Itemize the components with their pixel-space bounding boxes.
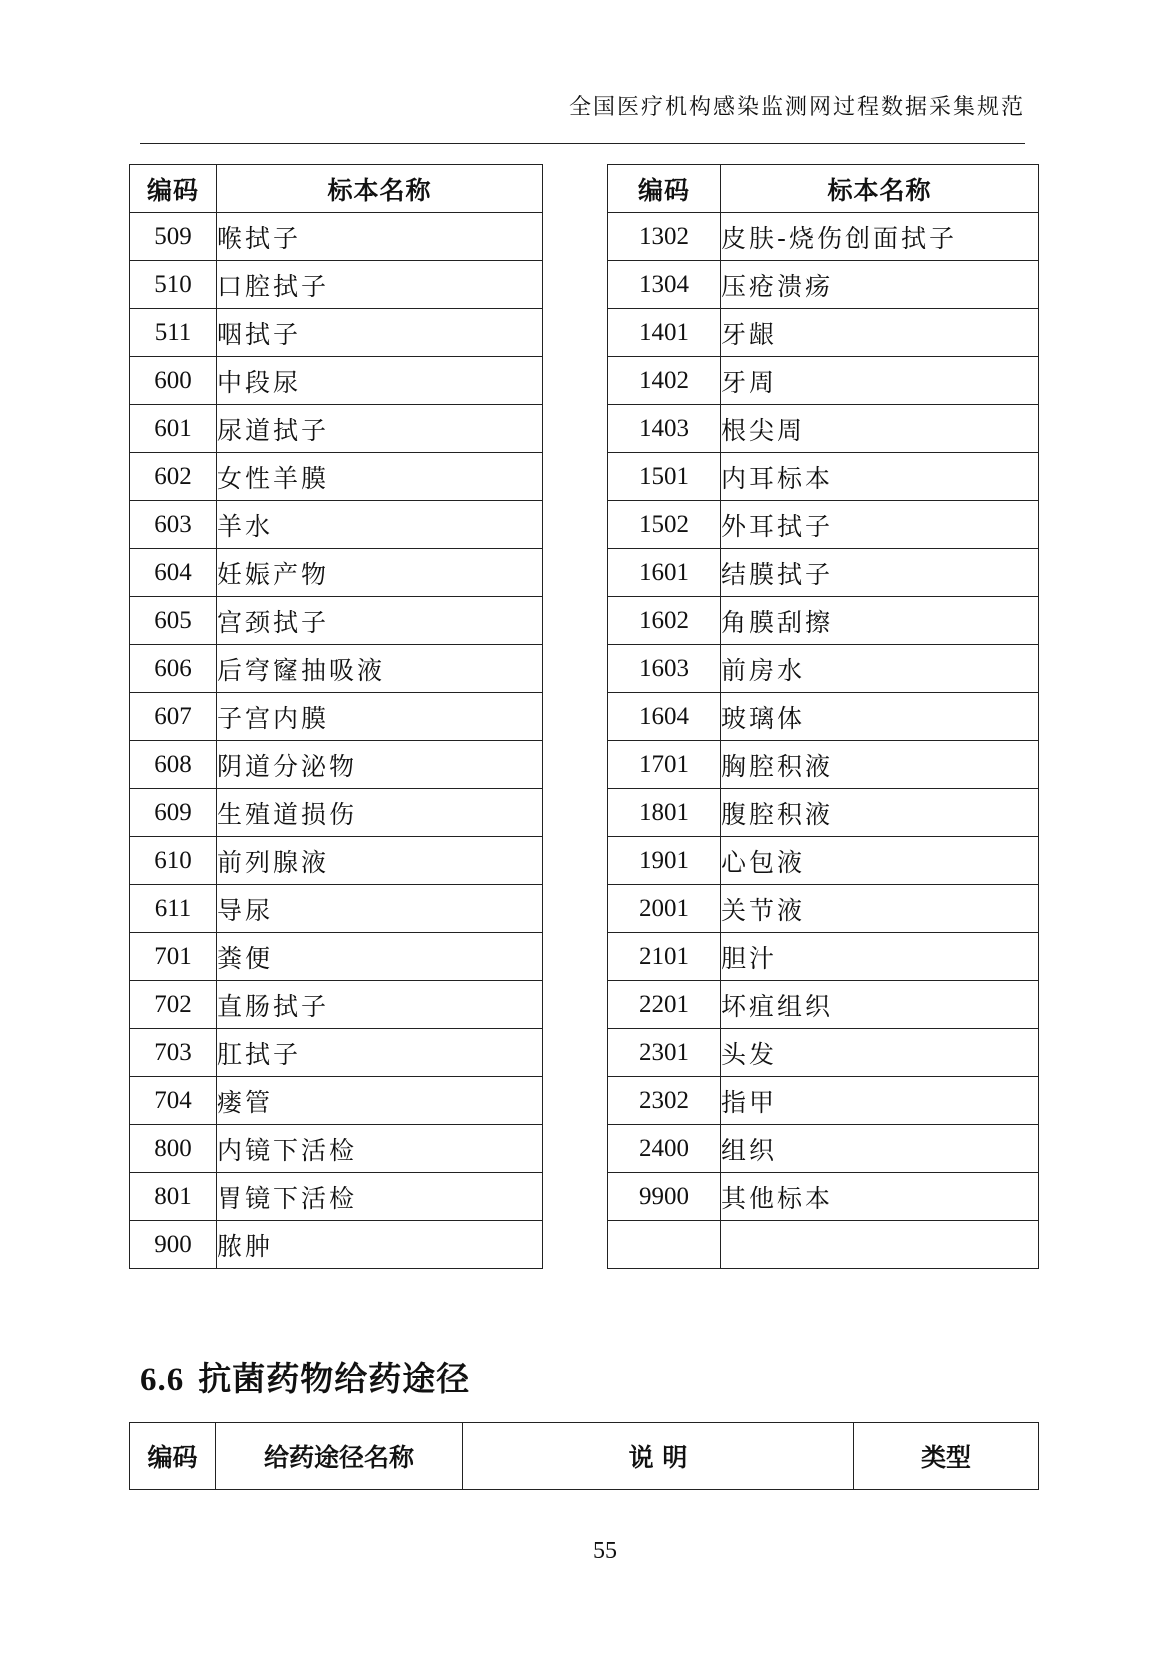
- specimen-table-left-body: [130, 213, 543, 1269]
- specimen-code-cell: 1402: [608, 357, 721, 405]
- specimen-code-cell: 607: [130, 693, 217, 741]
- table-row: [130, 213, 543, 261]
- specimen-name-cell: 心包液: [721, 837, 1039, 885]
- table-row: [608, 213, 1039, 261]
- specimen-code-cell: 1901: [608, 837, 721, 885]
- table-row: [130, 1173, 543, 1221]
- specimen-name-cell: 指甲: [721, 1077, 1039, 1125]
- specimen-code-cell: 609: [130, 789, 217, 837]
- specimen-code-cell: 1602: [608, 597, 721, 645]
- specimen-code-cell: 2301: [608, 1029, 721, 1077]
- specimen-code-cell: 1401: [608, 309, 721, 357]
- table-row: [130, 309, 543, 357]
- specimen-name-cell: 牙周: [721, 357, 1039, 405]
- specimen-name-cell: 口腔拭子: [217, 261, 543, 309]
- column-header-type: 类型: [854, 1423, 1039, 1490]
- specimen-name-cell: 胆汁: [721, 933, 1039, 981]
- specimen-name-cell: 皮肤-烧伤创面拭子: [721, 213, 1039, 261]
- specimen-name-cell: 女性羊膜: [217, 453, 543, 501]
- specimen-code-cell: 2400: [608, 1125, 721, 1173]
- table-row: [130, 885, 543, 933]
- table-row: [608, 1125, 1039, 1173]
- specimen-code-cell: 801: [130, 1173, 217, 1221]
- section-title: 抗菌药物给药途径: [198, 1359, 471, 1398]
- section-number: 6.6: [140, 1362, 185, 1398]
- specimen-table-left: [129, 164, 543, 1269]
- specimen-name-cell: 胸腔积液: [721, 741, 1039, 789]
- column-header-code: 编码: [130, 165, 217, 213]
- table-row: [130, 357, 543, 405]
- table-row: [608, 933, 1039, 981]
- table-row: [608, 1029, 1039, 1077]
- table-row: [130, 933, 543, 981]
- table-row: [130, 1125, 543, 1173]
- specimen-name-cell: 其他标本: [721, 1173, 1039, 1221]
- specimen-code-cell: 2302: [608, 1077, 721, 1125]
- table-row: [608, 309, 1039, 357]
- column-header-route-name: 给药途径名称: [216, 1423, 463, 1490]
- table-row: [130, 597, 543, 645]
- specimen-name-cell: 内镜下活检: [217, 1125, 543, 1173]
- specimen-code-cell: 610: [130, 837, 217, 885]
- table-row: [130, 741, 543, 789]
- specimen-code-cell: 1601: [608, 549, 721, 597]
- specimen-code-cell: 703: [130, 1029, 217, 1077]
- specimen-name-cell: 中段尿: [217, 357, 543, 405]
- specimen-name-cell: 组织: [721, 1125, 1039, 1173]
- table-row: [130, 693, 543, 741]
- specimen-code-cell: 611: [130, 885, 217, 933]
- table-row: [608, 261, 1039, 309]
- specimen-name-cell: 牙龈: [721, 309, 1039, 357]
- specimen-name-cell: 喉拭子: [217, 213, 543, 261]
- specimen-name-cell: 内耳标本: [721, 453, 1039, 501]
- administration-route-table: [129, 1422, 1039, 1490]
- table-row: [130, 981, 543, 1029]
- specimen-code-cell: 2001: [608, 885, 721, 933]
- specimen-code-cell: 608: [130, 741, 217, 789]
- table-row: [608, 405, 1039, 453]
- table-row: [608, 789, 1039, 837]
- specimen-name-cell: 坏疽组织: [721, 981, 1039, 1029]
- specimen-code-cell: 702: [130, 981, 217, 1029]
- specimen-name-cell: 肛拭子: [217, 1029, 543, 1077]
- table-row: [130, 405, 543, 453]
- specimen-name-cell: 子宫内膜: [217, 693, 543, 741]
- table-row: [608, 645, 1039, 693]
- table-row: [608, 693, 1039, 741]
- specimen-code-cell: 606: [130, 645, 217, 693]
- running-header-title: 全国医疗机构感染监测网过程数据采集规范: [568, 95, 1025, 120]
- specimen-name-cell: 关节液: [721, 885, 1039, 933]
- specimen-name-cell: 粪便: [217, 933, 543, 981]
- specimen-code-cell: 1801: [608, 789, 721, 837]
- specimen-name-cell: 根尖周: [721, 405, 1039, 453]
- table-row: [608, 1173, 1039, 1221]
- table-row: [608, 981, 1039, 1029]
- specimen-code-cell: 600: [130, 357, 217, 405]
- table-header-row: [130, 165, 543, 213]
- specimen-name-cell: 角膜刮擦: [721, 597, 1039, 645]
- table-row: [130, 453, 543, 501]
- specimen-name-cell: 妊娠产物: [217, 549, 543, 597]
- table-row: [608, 885, 1039, 933]
- table-row: [130, 549, 543, 597]
- specimen-name-cell: 宫颈拭子: [217, 597, 543, 645]
- specimen-code-cell: 1502: [608, 501, 721, 549]
- specimen-code-cell: 509: [130, 213, 217, 261]
- table-row: [130, 261, 543, 309]
- column-header-code: 编码: [608, 165, 721, 213]
- specimen-code-cell: 603: [130, 501, 217, 549]
- specimen-code-cell: 9900: [608, 1173, 721, 1221]
- table-row: [608, 549, 1039, 597]
- specimen-name-cell: 结膜拭子: [721, 549, 1039, 597]
- table-row: [130, 501, 543, 549]
- specimen-code-cell: 1604: [608, 693, 721, 741]
- specimen-name-cell: 后穹窿抽吸液: [217, 645, 543, 693]
- specimen-code-cell: 602: [130, 453, 217, 501]
- column-header-name: 标本名称: [721, 165, 1039, 213]
- table-row: [130, 1029, 543, 1077]
- specimen-name-cell: 咽拭子: [217, 309, 543, 357]
- header-divider: [140, 143, 1025, 144]
- table-header-row: [608, 165, 1039, 213]
- specimen-code-cell: 604: [130, 549, 217, 597]
- specimen-name-cell: 直肠拭子: [217, 981, 543, 1029]
- table-row: [130, 645, 543, 693]
- specimen-code-cell: 704: [130, 1077, 217, 1125]
- specimen-name-cell: 瘘管: [217, 1077, 543, 1125]
- table-row: [608, 501, 1039, 549]
- table-row: [608, 1077, 1039, 1125]
- specimen-name-cell: 前列腺液: [217, 837, 543, 885]
- specimen-name-cell: 脓肿: [217, 1221, 543, 1269]
- specimen-code-cell: [608, 1221, 721, 1269]
- table-header-row: [130, 1423, 1039, 1490]
- specimen-table-right: [607, 164, 1039, 1269]
- specimen-code-cell: 2101: [608, 933, 721, 981]
- table-row: [608, 453, 1039, 501]
- specimen-code-cell: 1701: [608, 741, 721, 789]
- specimen-name-cell: 导尿: [217, 885, 543, 933]
- specimen-table-right-body: [608, 213, 1039, 1269]
- specimen-code-cell: 800: [130, 1125, 217, 1173]
- specimen-name-cell: 尿道拭子: [217, 405, 543, 453]
- table-row: [130, 837, 543, 885]
- table-row: [130, 1221, 543, 1269]
- specimen-name-cell: 阴道分泌物: [217, 741, 543, 789]
- specimen-code-cell: 1403: [608, 405, 721, 453]
- specimen-code-cell: 2201: [608, 981, 721, 1029]
- specimen-name-cell: 腹腔积液: [721, 789, 1039, 837]
- specimen-name-cell: 生殖道损伤: [217, 789, 543, 837]
- specimen-name-cell: 前房水: [721, 645, 1039, 693]
- column-header-description: 说 明: [463, 1423, 854, 1490]
- specimen-name-cell: 胃镜下活检: [217, 1173, 543, 1221]
- specimen-code-cell: 510: [130, 261, 217, 309]
- specimen-name-cell: 羊水: [217, 501, 543, 549]
- specimen-name-cell: [721, 1221, 1039, 1269]
- column-header-code: 编码: [130, 1423, 216, 1490]
- table-row: [608, 741, 1039, 789]
- specimen-code-cell: 605: [130, 597, 217, 645]
- specimen-code-cell: 1603: [608, 645, 721, 693]
- table-row: [130, 1077, 543, 1125]
- specimen-code-cell: 1304: [608, 261, 721, 309]
- page-number: 55: [593, 1538, 617, 1564]
- table-row: [130, 789, 543, 837]
- specimen-code-cell: 1302: [608, 213, 721, 261]
- table-row: [608, 357, 1039, 405]
- specimen-code-cell: 1501: [608, 453, 721, 501]
- specimen-code-cell: 701: [130, 933, 217, 981]
- table-row: [608, 1221, 1039, 1269]
- specimen-code-cell: 900: [130, 1221, 217, 1269]
- table-row: [608, 837, 1039, 885]
- specimen-code-cell: 511: [130, 309, 217, 357]
- table-row: [608, 597, 1039, 645]
- column-header-name: 标本名称: [217, 165, 543, 213]
- specimen-name-cell: 头发: [721, 1029, 1039, 1077]
- section-heading: [140, 1353, 470, 1400]
- specimen-code-cell: 601: [130, 405, 217, 453]
- specimen-name-cell: 压疮溃疡: [721, 261, 1039, 309]
- specimen-name-cell: 外耳拭子: [721, 501, 1039, 549]
- specimen-name-cell: 玻璃体: [721, 693, 1039, 741]
